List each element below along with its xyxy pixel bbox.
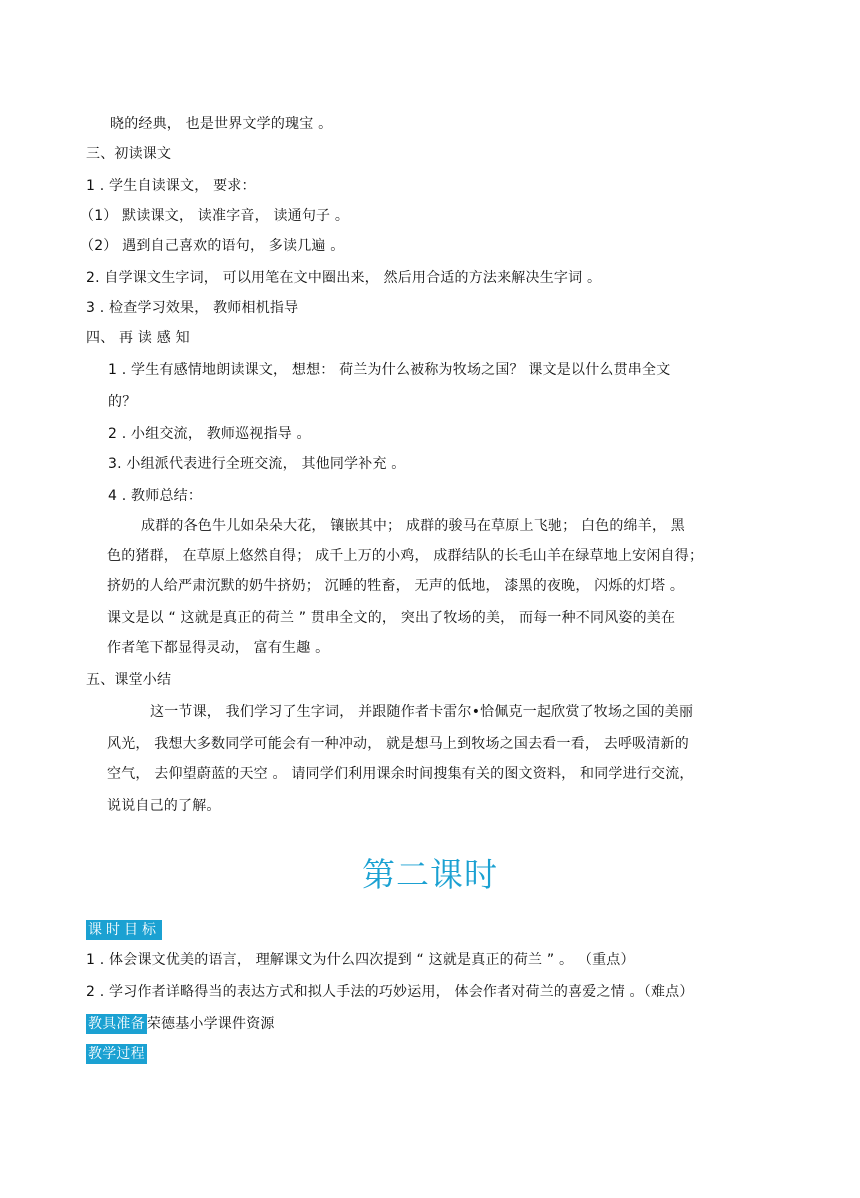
paragraph-line: 说说自己的了解。 (107, 798, 221, 814)
paragraph-line: 作者笔下都显得灵动， 富有生趣 。 (107, 640, 330, 656)
section-heading: 四、 再 读 感 知 (86, 330, 190, 346)
list-item: 4 . 教师总结： (108, 488, 203, 504)
list-item: （2） 遇到自己喜欢的语句， 多读几遍 。 (80, 238, 345, 254)
list-item: 3. 小组派代表进行全班交流， 其他同学补充 。 (108, 456, 406, 472)
paragraph-line: 晓的经典， 也是世界文学的瑰宝 。 (110, 116, 333, 132)
paragraph-line: 空气， 去仰望蔚蓝的天空 。 请同学们利用课余时间搜集有关的图文资料， 和同学进行交流， (107, 766, 694, 782)
prep-label: 教具准备 (88, 1016, 145, 1032)
list-item: 3 . 检查学习效果， 教师相机指导 (86, 300, 299, 316)
goals-label (86, 920, 162, 940)
list-item: 2. 自学课文生字词， 可以用笔在文中圈出来， 然后用合适的方法来解决生字词 。 (86, 270, 602, 286)
list-item: （1） 默读课文， 读准字音， 读通句子 。 (80, 208, 350, 224)
paragraph-line: 这一节课， 我们学习了生字词， 并跟随作者卡雷尔•恰佩克一起欣赏了牧场之国的美丽 (150, 704, 694, 720)
list-item: 2 . 小组交流， 教师巡视指导 。 (108, 426, 311, 442)
paragraph-line: 风光， 我想大多数同学可能会有一种冲动， 就是想马上到牧场之国去看一看， 去呼吸清新的 (107, 736, 689, 752)
paragraph-line: 成群的各色牛儿如朵朵大花， 镶嵌其中； 成群的骏马在草原上飞驰； 白色的绵羊， 黑 (141, 518, 685, 534)
list-item: 1 . 学生有感情地朗读课文， 想想： 荷兰为什么被称为牧场之国？ 课文是以什么贯串全文 (108, 362, 671, 378)
paragraph-line: 课文是以 “ 这就是真正的荷兰 ” 贯串全文的， 突出了牧场的美， 而每一种不同风姿的美在 (107, 610, 676, 626)
section-heading: 五、课堂小结 (86, 672, 172, 688)
list-item: 2 . 学习作者详略得当的表达方式和拟人手法的巧妙运用， 体会作者对荷兰的喜爱之情 。（难点） (86, 984, 694, 1000)
list-item: 1 . 学生自读课文， 要求： (86, 178, 256, 194)
prep-text: 荣德基小学课件资源 (146, 1016, 275, 1032)
goals-label-text: 课时目标 (88, 922, 160, 938)
process-label: 教学过程 (88, 1046, 145, 1062)
paragraph-line: 色的猪群， 在草原上悠然自得； 成千上万的小鸡， 成群结队的长毛山羊在绿草地上安闲自得； (107, 548, 704, 564)
process-line (86, 1044, 147, 1064)
prep-line (86, 1014, 275, 1034)
paragraph-line: 挤奶的人给严肃沉默的奶牛挤奶； 沉睡的牲畜， 无声的低地， 漆黑的夜晚， 闪烁的灯塔 。 (107, 578, 685, 594)
paragraph-line: 的？ (108, 394, 137, 410)
list-item: 1 . 体会课文优美的语言， 理解课文为什么四次提到 “ 这就是真正的荷兰 ” 。 （重点） (86, 952, 635, 968)
page-title: 第二课时 (362, 855, 498, 894)
section-heading: 三、初读课文 (86, 146, 172, 162)
